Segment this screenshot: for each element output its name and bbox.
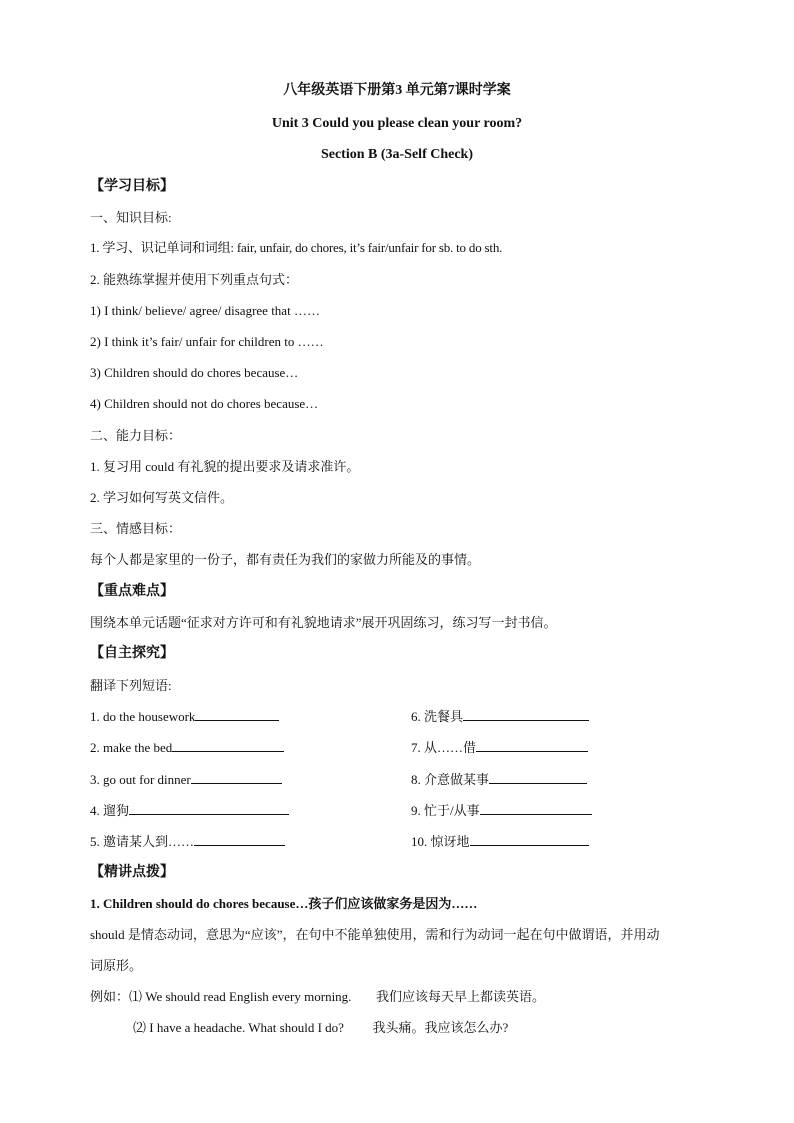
explain-heading: 【精讲点拨】 bbox=[90, 865, 174, 880]
key-points-heading: 【重点难点】 bbox=[90, 584, 174, 599]
emotion-goal-1: 每个人都是家里的一份子，都有责任为我们的家做力所能及的事情。 bbox=[90, 552, 481, 567]
answer-blank[interactable] bbox=[480, 801, 592, 815]
phrase-item bbox=[90, 738, 284, 757]
answer-blank[interactable] bbox=[195, 707, 279, 721]
phrase-item bbox=[411, 801, 592, 820]
phrase-item bbox=[90, 801, 289, 820]
goals-heading: 【学习目标】 bbox=[90, 179, 174, 194]
phrase-item bbox=[90, 770, 282, 789]
answer-blank[interactable] bbox=[463, 707, 589, 721]
key-sentence-3: 3) Children should do chores because… bbox=[90, 365, 299, 380]
key-sentence-4: 4) Children should not do chores because… bbox=[90, 396, 319, 411]
answer-blank[interactable] bbox=[476, 738, 588, 752]
explore-instruction: 翻译下列短语: bbox=[90, 678, 172, 693]
knowledge-goal-1: 1. 学习、识记单词和词组: fair, unfair, do chores, it’s fair/unfair for sb. to do sth. bbox=[90, 240, 503, 255]
answer-blank[interactable] bbox=[194, 832, 285, 846]
unit-title: Unit 3 Could you please clean your room? bbox=[271, 116, 523, 131]
page-title: 八年级英语下册第3 单元第7课时学案 bbox=[283, 83, 511, 98]
phrase-item bbox=[90, 707, 279, 726]
phrase-label: 5. 邀请某人到…… bbox=[90, 834, 195, 849]
answer-blank[interactable] bbox=[172, 738, 284, 752]
phrase-label: 9. 忙于/从事 bbox=[411, 803, 480, 818]
ability-goal-2: 2. 学习如何写英文信件。 bbox=[90, 490, 234, 505]
explain-paragraph-line-1: should 是情态动词，意思为“应该”，在句中不能单独使用，需和行为动词一起在句中做谓语，并用动 bbox=[90, 927, 660, 942]
phrase-item bbox=[411, 770, 587, 789]
key-sentence-2: 2) I think it’s fair/ unfair for children to …… bbox=[90, 334, 324, 349]
answer-blank[interactable] bbox=[489, 770, 587, 784]
example-1-cn: 我们应该每天早上都读英语。 bbox=[375, 989, 545, 1004]
knowledge-goal-heading: 一、知识目标: bbox=[90, 210, 172, 225]
knowledge-goal-2: 2. 能熟练掌握并使用下列重点句式： bbox=[90, 272, 299, 287]
phrase-item bbox=[90, 832, 285, 851]
phrase-label: 6. 洗餐具 bbox=[411, 709, 464, 724]
example-2-cn: 我头痛。我应该怎么办? bbox=[372, 1020, 509, 1035]
section-title: Section B (3a-Self Check) bbox=[320, 147, 474, 162]
phrase-label: 3. go out for dinner bbox=[90, 772, 191, 787]
phrase-label: 7. 从……借 bbox=[411, 740, 477, 755]
explain-paragraph-line-2: 词原形。 bbox=[90, 958, 143, 973]
ability-goal-1: 1. 复习用 could 有礼貌的提出要求及请求准许。 bbox=[90, 459, 360, 474]
phrase-item bbox=[411, 738, 588, 757]
key-points-text: 围绕本单元话题“征求对方许可和有礼貌地请求”展开巩固练习，练习写一封书信。 bbox=[90, 615, 557, 630]
key-sentence-1: 1) I think/ believe/ agree/ disagree that …… bbox=[90, 303, 320, 318]
explain-point-1: 1. Children should do chores because…孩子们应该做家务是因为…… bbox=[90, 896, 478, 911]
example-2 bbox=[133, 1019, 508, 1037]
answer-blank[interactable] bbox=[191, 770, 282, 784]
example-1 bbox=[90, 988, 545, 1006]
phrase-label: 8. 介意做某事 bbox=[411, 772, 490, 787]
answer-blank[interactable] bbox=[129, 801, 289, 815]
phrase-label: 10. 惊讶地 bbox=[411, 834, 470, 849]
phrase-label: 2. make the bed bbox=[90, 740, 173, 755]
answer-blank[interactable] bbox=[470, 832, 589, 846]
ability-goal-heading: 二、能力目标： bbox=[90, 428, 182, 443]
phrase-item bbox=[411, 707, 589, 726]
phrase-label: 4. 遛狗 bbox=[90, 803, 130, 818]
phrase-item bbox=[411, 832, 589, 851]
explore-heading: 【自主探究】 bbox=[90, 646, 174, 661]
example-1-en: 例如：⑴ We should read English every morning. bbox=[90, 989, 352, 1004]
example-2-en: ⑵ I have a headache. What should I do? bbox=[133, 1020, 344, 1035]
emotion-goal-heading: 三、情感目标： bbox=[90, 521, 182, 536]
phrase-label: 1. do the housework bbox=[90, 709, 196, 724]
